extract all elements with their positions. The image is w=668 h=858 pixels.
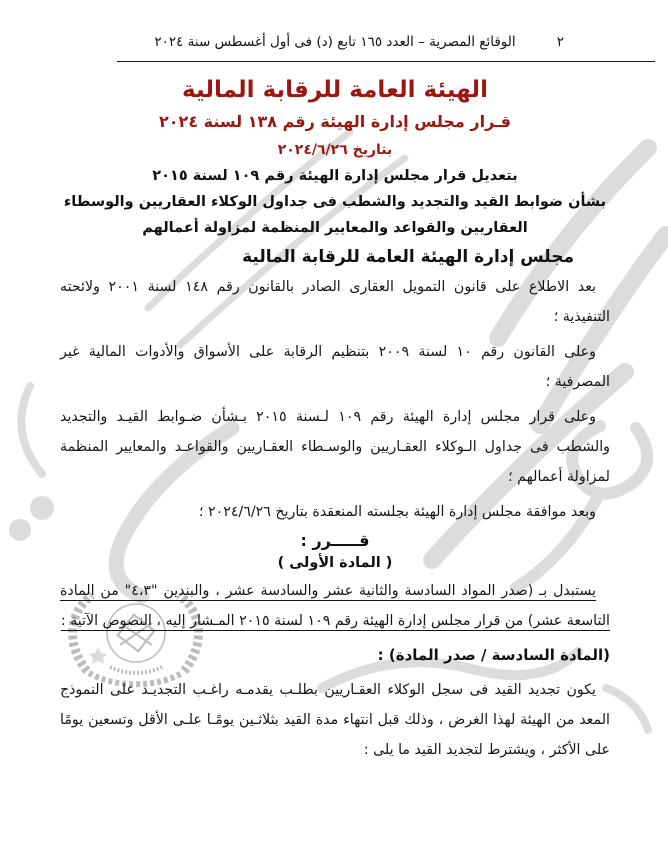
- page-number: ٢: [556, 34, 564, 50]
- subject-line-3: العقاريين والقواعد والمعايير المنظمة لمزاولة أعمالهم: [142, 220, 528, 236]
- article-six-heading: (المادة السادسة / صدر المادة) :: [377, 646, 610, 664]
- preamble-paragraph: وبعد موافقة مجلس إدارة الهيئة بجلسته المنعقدة بتاريخ ٢٠٢٤/٦/٢٦ ؛: [198, 504, 596, 520]
- header-divider: [117, 61, 655, 62]
- decree-date: بتاريخ ٢٠٢٤/٦/٢٦: [277, 142, 393, 158]
- subject-line-2: بشأن ضوابط القيد والتجديد والشطب فى جداول الوكلاء العقاريين والوسطاء: [63, 194, 607, 210]
- article-one-text: يستبدل بـ (صدر المواد السادسة والثانية عشر والسادسة عشر ، والبندين "٤،٣" من المادة التاسعة عشر) من قرار مجلس إدارة الهيئة رقم ١٠٩ لسنة ٢٠١٥ المـشار إليه ، النصوص الآتية :: [60, 583, 610, 629]
- article-six-text: يكون تجديد القيد فى سجل الوكلاء العقـاريين بطلـب يقدمـه راغـب التجديـد على النموذج المعد من الهيئة لهذا الغرض ، وذلك قبل انتهاء مدة القيد بثلاثـين يومًـا علـى الأقل وتسعين يومًا على الأكثر ، ويشترط لتجديد القيد ما يلى :: [60, 682, 610, 758]
- article-one-heading: ( المادة الأولى ): [277, 555, 393, 571]
- authority-title: الهيئة العامة للرقابة المالية: [182, 77, 488, 103]
- preamble-paragraph: وعلى قرار مجلس إدارة الهيئة رقم ١٠٩ لـسنة ٢٠١٥ بـشأن ضـوابط القيـد والتجديد والشطب فى جداول الـوكلاء العقـاريين والوسـطاء العقـاريين والقواعـد والمعايير المنظمة لمزاولة أعمالهم ؛: [60, 409, 610, 485]
- issuing-body-heading: مجلس إدارة الهيئة العامة للرقابة المالية: [242, 247, 574, 267]
- subject-line-1: بتعديل قرار مجلس إدارة الهيئة رقم ١٠٩ لسنة ٢٠١٥: [152, 168, 518, 184]
- page-header: [60, 32, 610, 52]
- preamble-paragraph: بعد الاطلاع على قانون التمويل العقارى الصادر بالقانون رقم ١٤٨ لسنة ٢٠٠١ ولائحته التنفيذية ؛: [60, 279, 610, 325]
- gazette-issue-line: الوقائع المصرية – العدد ١٦٥ تابع (د) فى أول أغسطس سنة ٢٠٢٤: [154, 34, 516, 50]
- decided-heading: قـــــرر :: [300, 531, 370, 550]
- preamble-paragraph: وعلى القانون رقم ١٠ لسنة ٢٠٠٩ بتنظيم الرقابة على الأسواق والأدوات المالية غير المصرفية ؛: [60, 344, 610, 390]
- decree-title: قـرار مجلس إدارة الهيئة رقم ١٣٨ لسنة ٢٠٢٤: [159, 112, 511, 131]
